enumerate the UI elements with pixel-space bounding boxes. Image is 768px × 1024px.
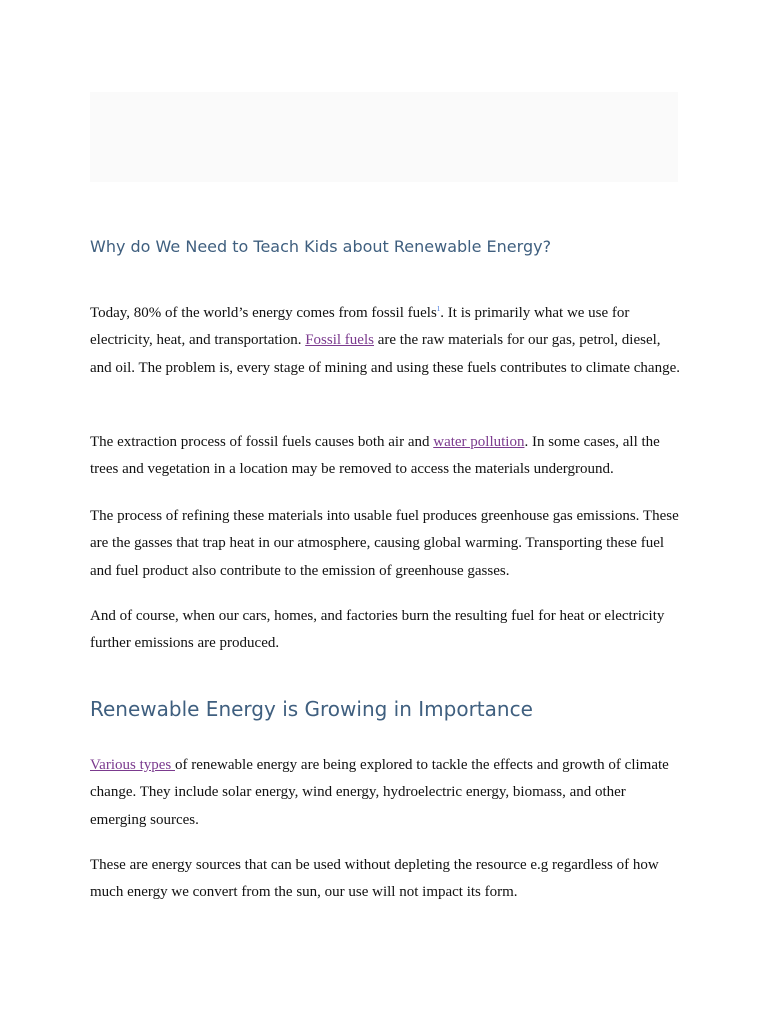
paragraph-text: . In some cases, all the trees and vegetation in a location may be removed to access the materials underground. — [90, 434, 660, 478]
article — [90, 92, 680, 901]
paragraph-text: . It is primarily what we use for electricity, heat, and transportation. — [90, 305, 630, 349]
section-heading-renewable-importance: Renewable Energy is Growing in Importance — [90, 697, 533, 721]
paragraph-refining: The process of refining these materials into usable fuel produces greenhouse gas emissions. These are the gasses that trap heat in our atmosphere, causing global warming. Transporting these fuel and fuel product also contribute to the emission of greenhouse gasses. — [90, 508, 679, 579]
paragraph-various-types — [90, 752, 680, 834]
paragraph-text: Today, 80% of the world’s energy comes from fossil fuels — [90, 305, 437, 321]
footnote-link[interactable]: 1 — [436, 305, 441, 313]
paragraph-emissions: And of course, when our cars, homes, and factories burn the resulting fuel for heat or electricity further emissions are produced. — [90, 608, 665, 652]
paragraph-text: of renewable energy are being explored to tackle the effects and growth of climate change. They include solar energy, wind energy, hydroelectric energy, biomass, and other emerging sources. — [90, 757, 669, 828]
banner-placeholder — [90, 92, 678, 182]
paragraph-fossil-fuels — [90, 300, 680, 382]
link-fossil-fuels[interactable]: Fossil fuels — [305, 332, 374, 349]
link-water-pollution[interactable]: water pollution — [433, 434, 525, 450]
paragraph-renewable-definition: These are energy sources that can be used without depleting the resource e.g regardless of how much energy we convert from the sun, our use will not impact its form. — [90, 857, 659, 901]
paragraph-extraction — [90, 429, 680, 484]
paragraph-text: are the raw materials for our gas, petrol, diesel, and oil. The problem is, every stage of mining and using these fuels contributes to climate change. — [90, 332, 680, 376]
paragraph-text: The extraction process of fossil fuels causes both air and — [90, 434, 434, 450]
section-heading-why-teach: Why do We Need to Teach Kids about Renewable Energy? — [90, 237, 552, 256]
link-various-types[interactable]: Various types — [90, 757, 175, 773]
